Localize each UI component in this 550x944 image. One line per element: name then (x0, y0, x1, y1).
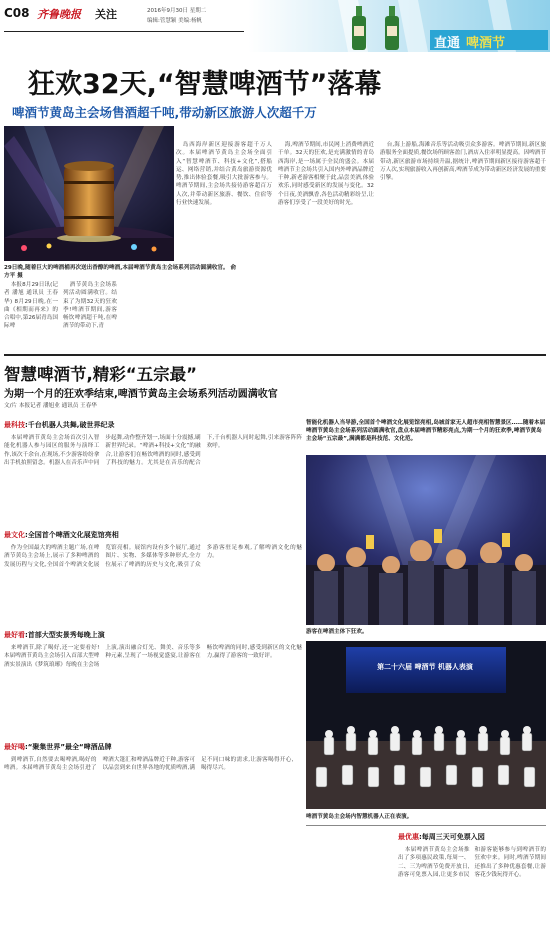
lead-headline: 狂欢32天,“智慧啤酒节”落幕 (28, 69, 382, 100)
paper-logo: 齐鲁晚报 (37, 8, 81, 21)
lead-body-col5: 台,海上游船,海滩音乐等活动吸引众多游客。啤酒节期间,新区旅游服务全面提质,餐饮场所顾客盈门,酒店入住率明显提高。因啤酒节带动,新区旅游市场持续升温,据统计,啤酒节期间新区接待游客超千万人次,实现旅游收入再创新高,啤酒节成为带动新区经济发展的重要引擎。 (380, 142, 546, 182)
section-header-taste: 最好喝:“聚集世界”最全“啤酒品牌 (4, 743, 112, 751)
lead-photo (4, 126, 174, 261)
lead-photo-caption: 29日晚,随着巨大的啤酒桶再次送出香醇的啤酒,本届啤酒节黄岛主会场系列活动圆满收官。 俞方平 摄 (4, 265, 237, 279)
crowd-photo-caption: 游客在啤酒主体下狂欢。 (306, 629, 368, 635)
robot-screen-text: 第二十六届 啤酒节 机器人表演 (377, 663, 473, 671)
feature-headline: 智慧啤酒节,精彩“五宗最” (4, 365, 197, 384)
masthead-rule (4, 31, 244, 32)
issue-date: 2016年9月30日 星期二 (147, 8, 207, 14)
feature-byline: 文/片 本报记者 潘旭业 通讯员 王春华 (4, 403, 97, 409)
banner-title-left: 直通 (434, 36, 461, 51)
editors-credit: 编辑:管慧颖 美编:杨帆 (147, 18, 202, 24)
lead-body-col1: 本报8月29日讯(记者 潘旭 通讯员 王春华) 8月29日晚,在一曲《相期而再来》的合唱中,第26届青岛国际啤 (4, 282, 58, 330)
lead-subhead: 啤酒节黄岛主会场售酒超千吨,带动新区旅游人次超千万 (12, 105, 317, 120)
section-show-body: 来啤酒节,除了喝好,还一定要看好!本届啤酒节黄岛主会场引入首部大型啤酒实景演出《梦筑琅琊》每晚在主会场上演,演出融合灯光、舞美、音乐等多种元素,呈现了一场视觉盛宴,让游客在畅饮啤酒的同时,感受到新区的文化魅力,赢得了游客的一致好评。 (4, 645, 302, 668)
section-label: 关注 (95, 8, 117, 21)
caption-divider (306, 825, 546, 826)
lead-body-col2: 酒节黄岛主会场系列活动圆满收官。结束了为期32天的狂欢季!啤酒节期间,游客畅饮啤酒超千吨,在啤酒节的带动下,青 (63, 282, 117, 330)
section-header-discount: 最优惠:每周三天可免票入园 (398, 833, 485, 841)
lead-divider (4, 354, 546, 356)
page-number: C08 (4, 6, 30, 20)
section-taste-body: 到啤酒节,自然要去喝啤酒,喝好的啤酒。本届啤酒节黄岛主会场引进了啤酒大篷汇和啤酒品牌近千种,游客可以品尝到来自世界各地的优质啤酒,满足不同口味的需求,让游客喝得开心,喝得尽兴。 (4, 757, 294, 772)
section-header-culture: 最文化:全国首个啤酒文化展览馆亮相 (4, 531, 119, 539)
section-culture-body: 作为全国最大的啤酒主题广场,在啤酒节黄岛主会场上,展示了多种啤酒的发展历程与文化,全国首个啤酒文化展览馆亮相。展馆内设有多个展厅,通过图片、实物、多媒体等多种形式,全方位展示了啤酒的历史与文化,吸引了众多游客驻足参观,了解啤酒文化的魅力。 (4, 545, 302, 568)
lead-body-col4: 海,啤酒节期间,市民网上消费啤酒近千单。32天的狂欢,是充满激情的青岛西海岸,是一场属于全民的盛会。本届啤酒节主会场共引入国内外啤酒品牌近千种,新老游客相聚于此,品尝美酒,体验欢乐,同时感受新区的发展与变化。32个日夜,美酒飘香,各色活动精彩纷呈,让游客们享受了一段美好的时光。 (278, 142, 374, 207)
crowd-photo (306, 455, 546, 625)
section-header-show: 最好看:首部大型实景秀每晚上演 (4, 631, 105, 639)
feature-top-caption: 智能化机器人当导游,全国首个啤酒文化展览馆亮相,岛城首家无人超市亮相智慧景区……随着本届啤酒节黄岛主会场系列活动圆满收官,盘点本届啤酒节精彩亮点,为期一个月的狂欢季,啤酒节黄岛主会场“五宗最”,满满都是科技范、文化范。 (306, 420, 546, 442)
robot-photo-caption: 啤酒节黄岛主会场内智慧机器人正在表演。 (306, 814, 413, 820)
lead-body-col3: 岛西海岸新区迎接游客超千万人次。本届啤酒节黄岛主会场全面引入“智慧啤酒节、科技+文化”,搭船运、网络营销,并结合黄岛旅游资源优势,推出体验套餐,吸引大批游客参与。啤酒节期间,主会场共接待游客超百万人次,并带动新区旅游、餐饮、住宿等行业快速发展。 (176, 142, 272, 207)
section-discount-body: 本届啤酒节黄岛主会场推出了多项惠民政策,每周一、二、三为啤酒节免费开放日,游客可免票入园,让更多市民和游客能够参与到啤酒节的狂欢中来。同时,啤酒节期间还推出了多种优惠套餐,让游客花少钱玩得开心。 (398, 847, 546, 878)
feature-subhead: 为期一个月的狂欢季结束,啤酒节黄岛主会场系列活动圆满收官 (4, 389, 278, 400)
banner-title-right: 啤酒节 (466, 36, 506, 51)
section-tech-body: 本届啤酒节黄岛主会场首次引入智能化机器人参与园区的服务与演绎工作,该次千余台,在现场,不少游客纷纷拿出手机拍照留念。机器人在音乐声中同步起舞,动作整齐划一,场面十分震撼,刷新世界纪录。“啤酒+科技+文化”的融合,让游客们在畅饮啤酒的同时,感受到了科技的魅力。尤其是在音乐的配合下,千台机器人同时起舞,引来游客阵阵欢呼。 (4, 435, 302, 466)
section-header-tech: 最科技:千台机器人共舞,破世界纪录 (4, 421, 115, 429)
